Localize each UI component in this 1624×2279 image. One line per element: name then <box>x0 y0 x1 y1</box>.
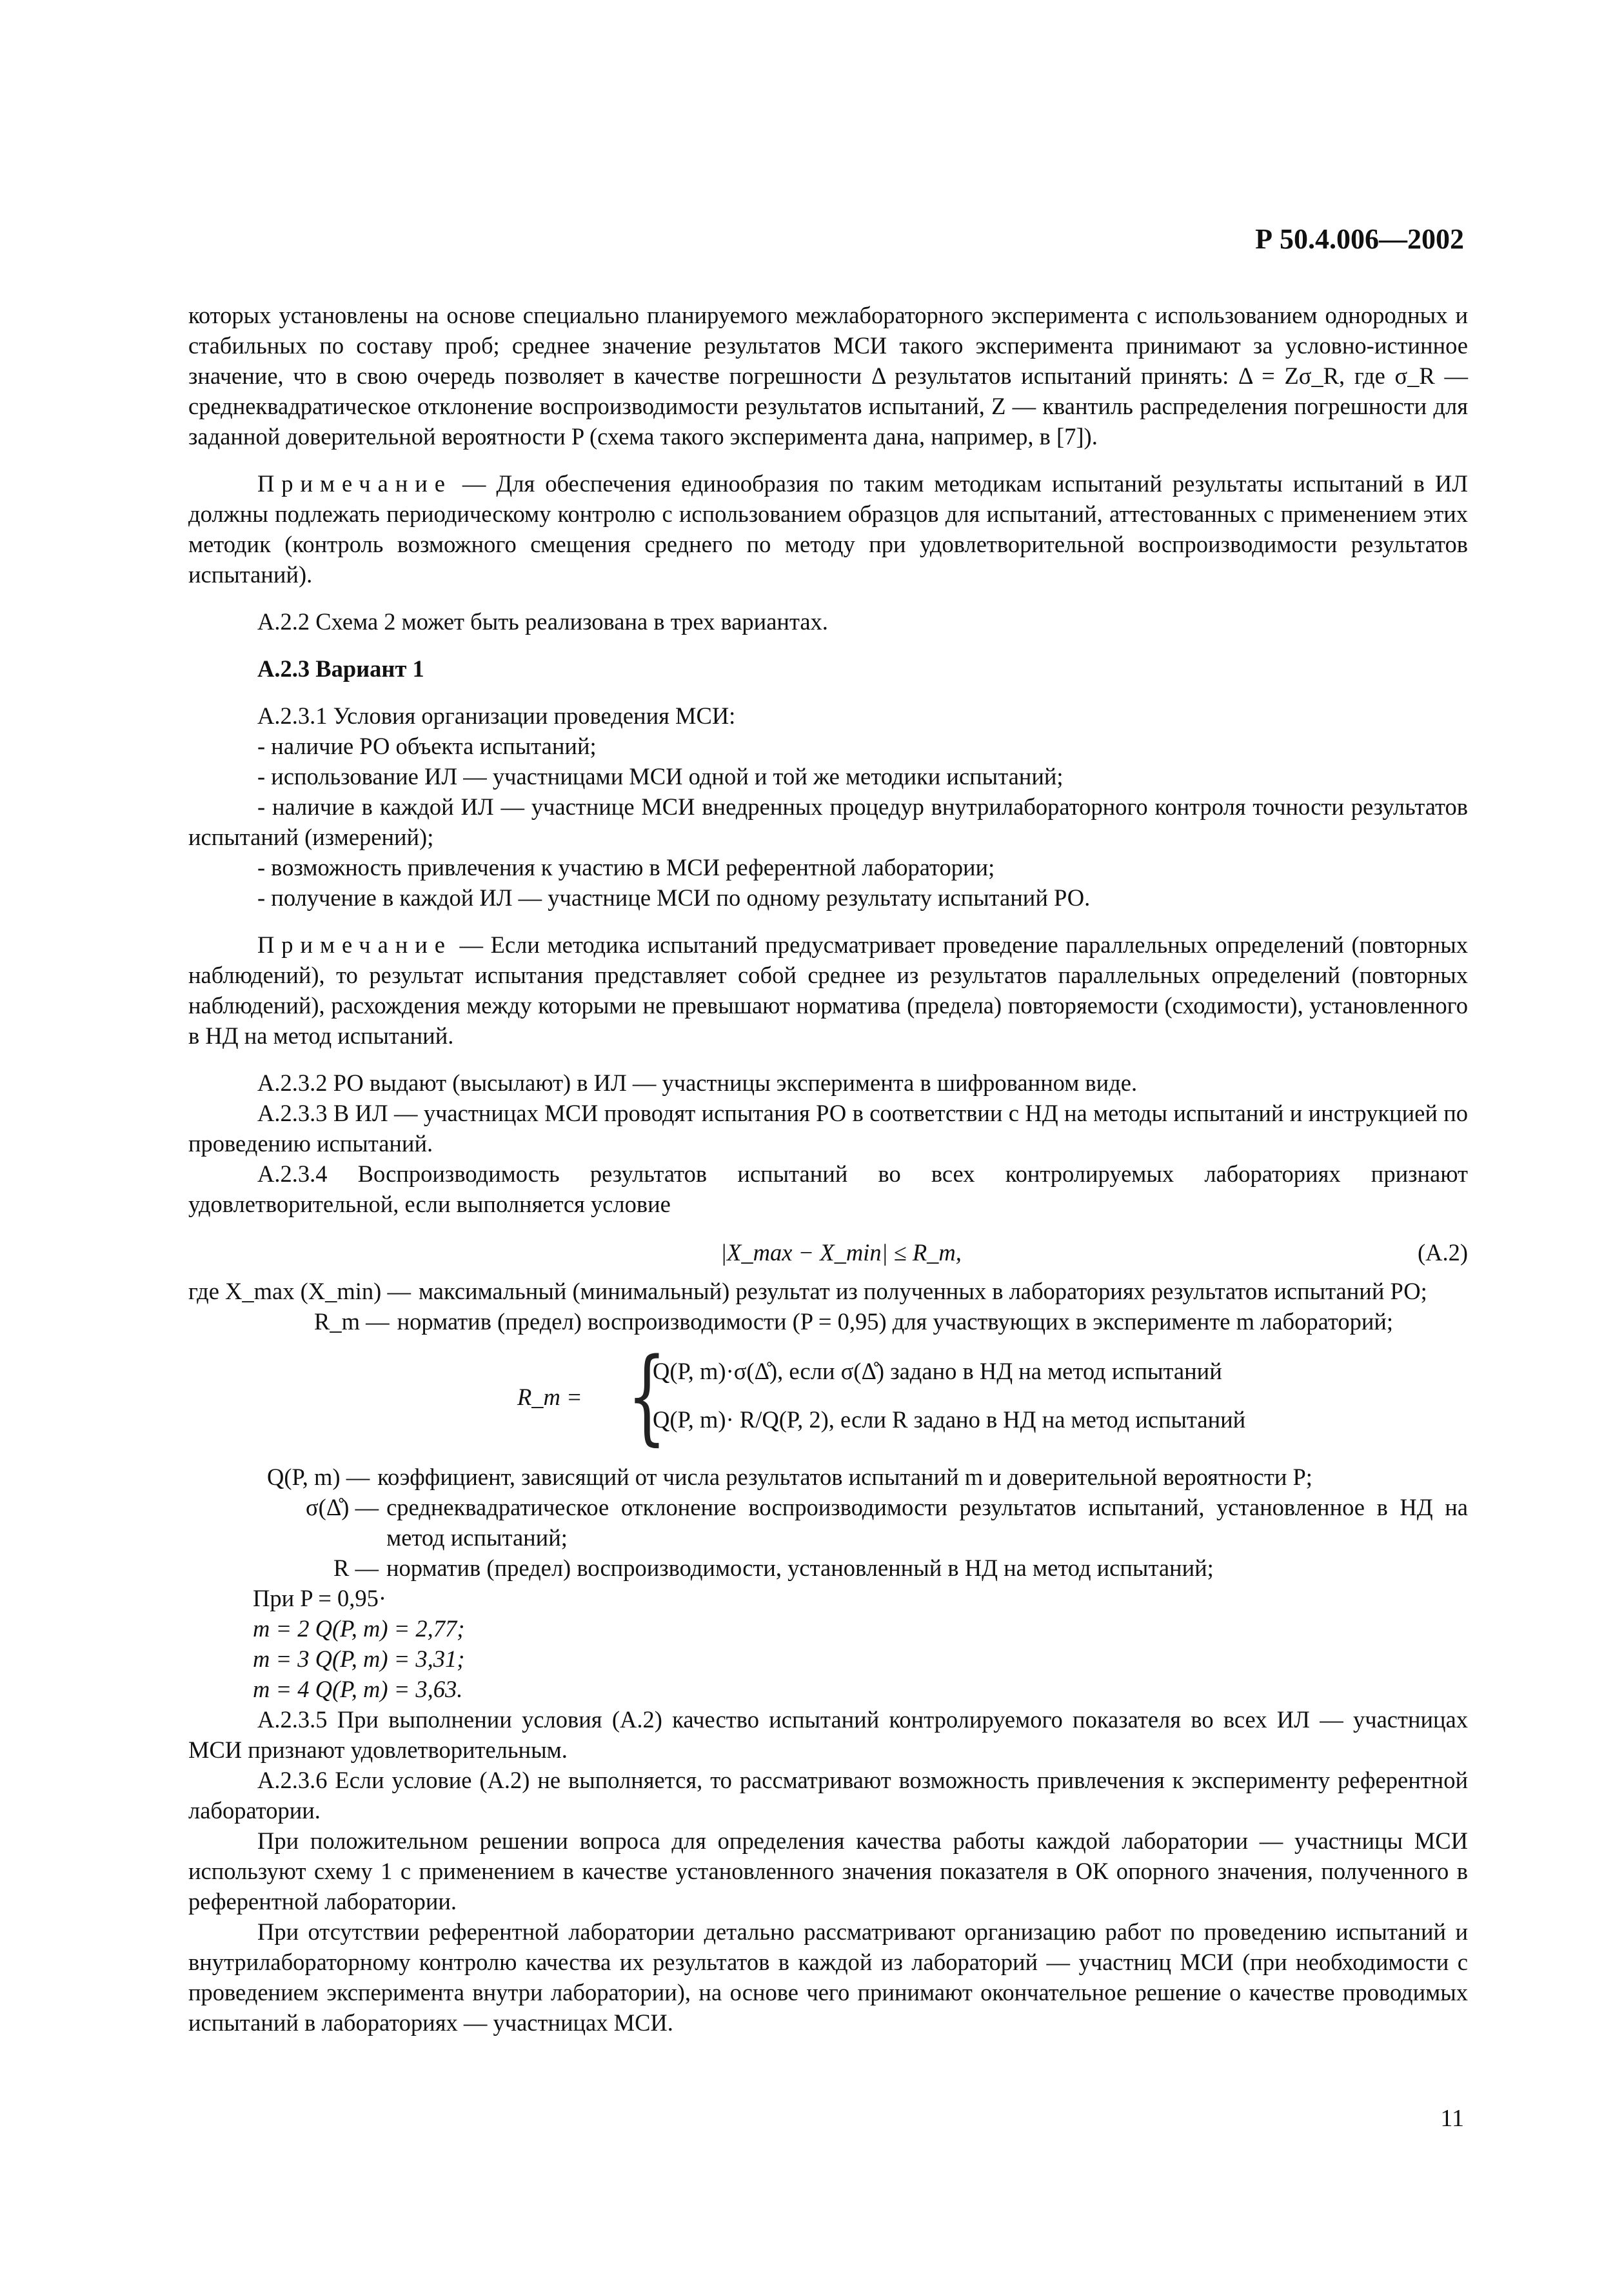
definition-q <box>188 1462 1468 1492</box>
clause-a-2-3-5: А.2.3.5 При выполнении условия (А.2) качество испытаний контролируемого показателя во всех ИЛ — участницах МСИ признают удовлетворительным. <box>188 1706 1468 1763</box>
definition-sigma-text: среднеквадратическое отклонение воспроизводимости результатов испытаний, установленное в НД на метод испытаний; <box>386 1494 1468 1551</box>
definition-xmax <box>188 1276 1468 1306</box>
condition-item: - наличие в каждой ИЛ — участнице МСИ внедренных процедур внутрилабораторного контроля точности результатов испытаний (измерений); <box>188 793 1468 850</box>
definition-r <box>188 1553 1468 1583</box>
note-1-text: — Для обеспечения единообразия по таким методикам испытаний результаты испытаний в ИЛ должны подлежать периодическому контролю с использованием образцов для испытаний, аттестованных с применением этих методик (контроль возможного смещения среднего по методу при удовлетворительной воспроизводимости результатов испытаний). <box>188 470 1468 588</box>
definition-r-term: R — <box>333 1555 379 1581</box>
document-body <box>188 300 1468 2038</box>
condition-item: - возможность привлечения к участию в МСИ референтной лаборатории; <box>257 854 995 881</box>
equation-rm-system <box>188 1335 1468 1456</box>
equation-rm-case-2: Q(P, m)· R/Q(P, 2), если R задано в НД на метод испытаний <box>653 1406 1246 1433</box>
clause-a-2-3-2: А.2.3.2 РО выдают (высылают) в ИЛ — участницы эксперимента в шифрованном виде. <box>257 1070 1138 1096</box>
definition-sigma-term: σ(Δ̊) — <box>306 1494 379 1520</box>
document-code-header: Р 50.4.006—2002 <box>1255 223 1464 255</box>
note-2 <box>188 930 1468 1051</box>
definition-q-term: Q(P, m) — <box>267 1464 370 1490</box>
clause-a-2-3-heading: А.2.3 Вариант 1 <box>257 655 424 682</box>
equation-a-2 <box>188 1231 1468 1276</box>
condition-item: - использование ИЛ — участницами МСИ одной и той же методики испытаний; <box>257 763 1064 790</box>
definition-rm <box>188 1306 1468 1337</box>
note-1-label: Примечание <box>257 470 452 497</box>
definition-rm-term: R_m — <box>314 1308 390 1335</box>
clause-a-2-2: А.2.2 Схема 2 может быть реализована в трех вариантах. <box>257 608 828 635</box>
paragraph-intro: которых установлены на основе специально планируемого межлабораторного эксперимента с использованием однородных и стабильных по составу проб; среднее значение результатов МСИ такого эксперимента принимают за условно-истинное значение, что в свою очередь позволяет в качестве погрешности Δ результатов испытаний принять: Δ = Zσ_R, где σ_R — среднеквадратическое отклонение воспроизводимости результатов испытаний, Z — квантиль распределения погрешности для заданной доверительной вероятности P (схема такого эксперимента дана, например, в [7]). <box>188 302 1468 450</box>
definition-xmax-term: где X_max (X_min) — <box>188 1278 411 1304</box>
definition-q-text: коэффициент, зависящий от числа результатов испытаний m и доверительной вероятности P; <box>377 1464 1312 1490</box>
m-value-line: m = 2 Q(P, m) = 2,77; <box>253 1615 465 1642</box>
note-1 <box>188 468 1468 590</box>
note-2-label: Примечание <box>257 931 452 958</box>
paragraph-positive-decision: При положительном решении вопроса для определения качества работы каждой лаборатории — участницы МСИ используют схему 1 с применением в качестве установленного значения показателя в ОК опорного значения, полученного в референтной лаборатории. <box>188 1827 1468 1915</box>
m-value-line: m = 3 Q(P, m) = 3,31; <box>253 1646 465 1672</box>
paragraph-no-reference-lab: При отсутствии референтной лаборатории детально рассматривают организацию работ по проведению испытаний и внутрилабораторному контролю качества их результатов в каждой из лабораторий — участниц МСИ (при необходимости с проведением эксперимента внутри лаборатории), на основе чего принимают окончательное решение о качестве проводимых испытаний в лабораториях — участницах МСИ. <box>188 1918 1468 2036</box>
probability-line: При P = 0,95· <box>253 1585 387 1611</box>
equation-a-2-formula: |X_max − X_min| ≤ R_m, <box>720 1239 962 1266</box>
equation-rm-case-1: Q(P, m)·σ(Δ̊), если σ(Δ̊) задано в НД на метод испытаний <box>653 1358 1222 1384</box>
clause-a-2-3-1: А.2.3.1 Условия организации проведения МСИ: <box>257 702 736 729</box>
equation-a-2-number: (А.2) <box>1417 1239 1468 1266</box>
clause-a-2-3-3: А.2.3.3 В ИЛ — участницах МСИ проводят испытания РО в соответствии с НД на методы испытаний и инструкцией по проведению испытаний. <box>188 1100 1468 1157</box>
note-2-text: — Если методика испытаний предусматривает проведение параллельных определений (повторных наблюдений), то результат испытания представляет собой среднее из результатов параллельных определений (повторных наблюдений), расхождения между которыми не превышают норматива (предела) повторяемости (сходимости), установленного в НД на метод испытаний. <box>188 931 1468 1049</box>
brace-symbol: { <box>627 1335 667 1456</box>
equation-rm-lhs: R_m = <box>517 1384 582 1410</box>
condition-item: - получение в каждой ИЛ — участнице МСИ по одному результату испытаний РО. <box>257 884 1091 911</box>
m-value-line: m = 4 Q(P, m) = 3,63. <box>253 1676 463 1702</box>
clause-a-2-3-4: А.2.3.4 Воспроизводимость результатов испытаний во всех контролируемых лабораториях признают удовлетворительной, если выполняется условие <box>188 1160 1468 1217</box>
definition-rm-text: норматив (предел) воспроизводимости (P = 0,95) для участвующих в эксперименте m лабораторий; <box>397 1308 1394 1335</box>
definition-xmax-text: максимальный (минимальный) результат из полученных в лабораториях результатов испытаний РО; <box>418 1278 1427 1304</box>
definition-r-text: норматив (предел) воспроизводимости, установленный в НД на метод испытаний; <box>386 1555 1214 1581</box>
definition-sigma <box>188 1492 1468 1553</box>
clause-a-2-3-6: А.2.3.6 Если условие (А.2) не выполняется, то рассматривают возможность привлечения к эксперименту референтной лаборатории. <box>188 1767 1468 1824</box>
condition-item: - наличие РО объекта испытаний; <box>257 733 597 759</box>
page-number: 11 <box>1440 2105 1464 2132</box>
